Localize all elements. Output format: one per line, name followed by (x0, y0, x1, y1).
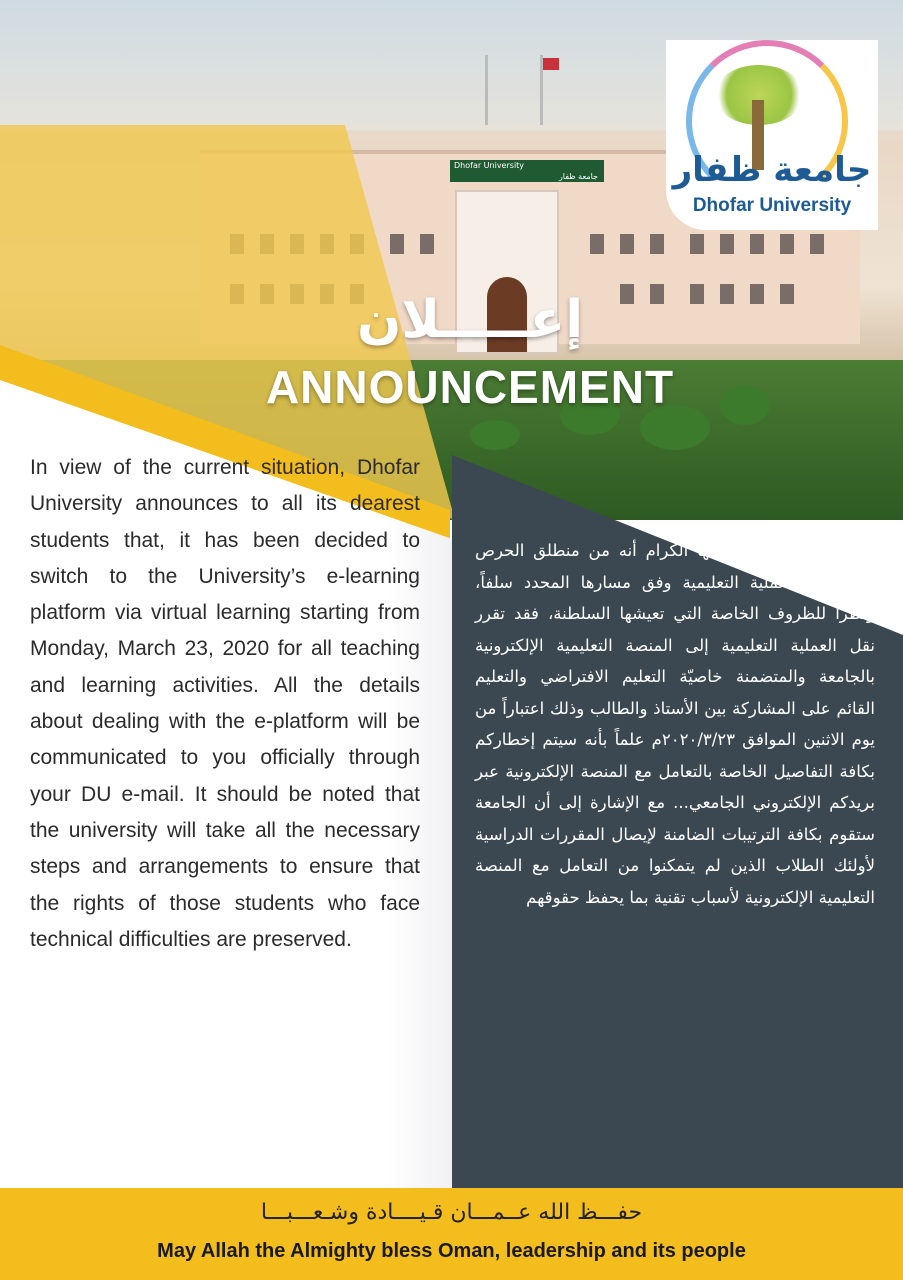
building-sign-arabic: جامعة ظفار (558, 172, 598, 181)
title-english: ANNOUNCEMENT (265, 361, 675, 413)
title-arabic: إعـــــلان (356, 290, 584, 350)
flag (543, 58, 559, 70)
logo-english-text: Dhofar University (692, 195, 852, 216)
footer (0, 1188, 903, 1280)
building-sign (450, 160, 604, 182)
flagpole (485, 55, 488, 125)
bush (720, 385, 770, 425)
footer-english: May Allah the Almighty bless Oman, leadership and its people (157, 1240, 746, 1262)
university-logo (666, 40, 878, 230)
logo-arabic-text: جامعة ظفار (672, 150, 872, 190)
bush (470, 420, 520, 450)
announcement-english: In view of the current situation, Dhofar University announces to all its dearest students that, it has been decided to switch to the University’s e-learning platform via virtual learning starting from Monday, March 23, 2020 for all teaching and learning activities. All the details about dealing with the e-platform will be communicated to you officially through your DU e-mail. It should be noted that the university will take all the necessary steps and arrangements to ensure that the rights of those students who face technical difficulties are preserved. (30, 456, 420, 951)
announcement-arabic: تعلن جامعة ظفار لطلابها الكرام أنه من منطلق الحرص على سير العملية التعليمية وفق مسارها المحدد سلفاً، ونظراً للظروف الخاصة التي تعيشها السلطنة، فقد تقرر نقل العملية التعليمية إلى المنصة التعليمية الإلكترونية بالجامعة والمتضمنة خاصيّة التعليم الافتراضي والتعليم القائم على المشاركة بين الأستاذ والطالب وذلك اعتباراً من يوم الاثنين الموافق ٢٠٢٠/٣/٢٣م علماً بأنه سيتم إخطاركم بكافة التفاصيل الخاصة بالتعامل مع المنصة الإلكترونية عبر بريدكم الإلكتروني الجامعي... مع الإشارة إلى أن الجامعة ستقوم بكافة الترتيبات الضامنة لإيصال المقررات الدراسية لأولئك الطلاب الذين لم يتمكنوا من التعامل مع المنصة التعليمية الإلكترونية لأسباب تقنية بما يحفظ حقوقهم (475, 541, 875, 907)
footer-arabic: حفـــظ الله عــمـــان قـيــــادة وشـعـــبـــا (260, 1200, 643, 1225)
building-sign-english: Dhofar University (454, 161, 525, 170)
